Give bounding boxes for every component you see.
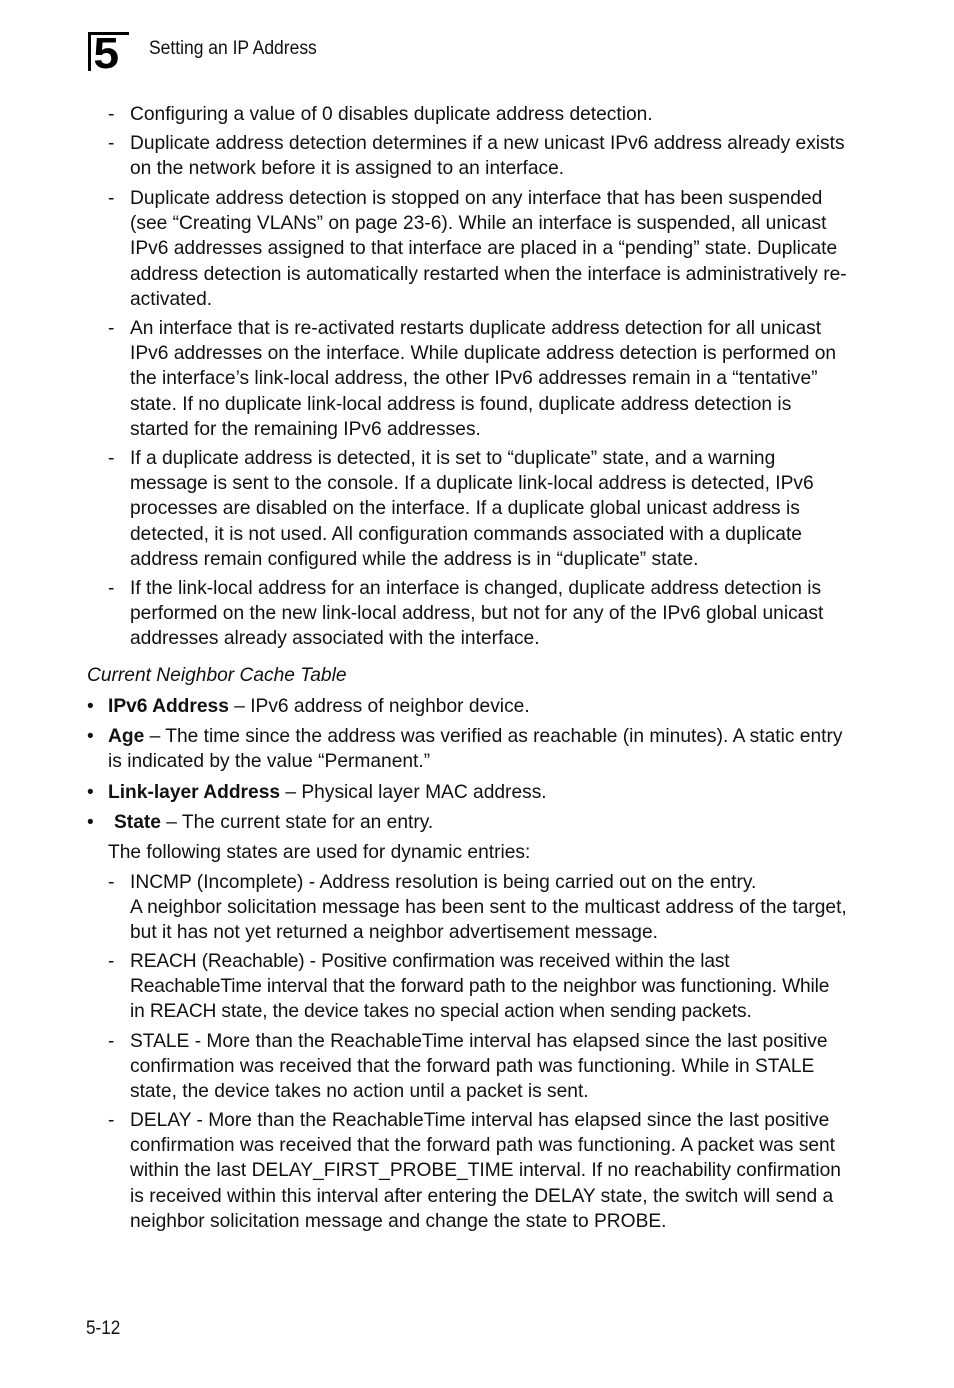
dash-marker: - [108,104,115,125]
field-item-age [87,724,847,774]
bullet-marker: • [87,726,94,747]
dash-marker: - [108,1031,115,1052]
states-intro: The following states are used for dynamic entries: [108,842,531,863]
dad-note-text: Configuring a value of 0 disables duplicate address detection. [130,104,653,125]
dad-note [108,131,848,181]
dash-marker: - [108,1110,115,1131]
field-desc: – The current state for an entry. [160,812,434,833]
field-term: Link-layer Address [108,782,281,803]
field-desc: – Physical layer MAC address. [280,782,547,803]
dad-note-text: Duplicate address detection is stopped on any interface that has been suspended (see “Creating VLANs” on page 23-6). While an interface is suspended, all unicast IPv6 addresses assigned to that interface are placed in a “pending” state. Duplicate address detection is automatically restarted when the interface is administratively re-activated. [130,188,847,310]
section-title: Current Neighbor Cache Table [87,665,347,686]
chapter-number: 5 [93,29,120,78]
state-text: INCMP (Incomplete) - Address resolution is being carried out on the entry. [130,872,757,893]
field-term: State [114,812,161,833]
field-desc: – IPv6 address of neighbor device. [228,696,530,717]
field-item-state [87,810,847,835]
state-item-stale [108,1029,848,1105]
dad-note [108,186,848,312]
bullet-marker: • [87,782,94,803]
dad-note [108,576,848,652]
field-item-ipv6-address [87,694,847,719]
state-text: DELAY - More than the ReachableTime interval has elapsed since the last positive confirmation was received that the forward path was functioning. A packet was sent within the last DELAY_FIRST_PROBE_TIME interval. If no reachability confirmation is received within this interval after entering the DELAY state, the switch will send a neighbor solicitation message and change the state to PROBE. [130,1110,841,1232]
state-item-reach [108,949,848,1025]
dad-note [108,316,848,442]
dad-note-text: Duplicate address detection determines if a new unicast IPv6 address already exists on the network before it is assigned to an interface. [130,133,845,180]
field-item-link-layer-address [87,780,847,805]
chapter-title: Setting an IP Address [149,38,317,59]
field-term: IPv6 Address [108,696,229,717]
state-text: STALE - More than the ReachableTime interval has elapsed since the last positive confirmation was received that the forward path was functioning. While in STALE state, the device takes no action until a packet is sent. [130,1031,828,1103]
dad-note-text: If a duplicate address is detected, it is set to “duplicate” state, and a warning message is sent to the console. If a duplicate link-local address is detected, IPv6 processes are disabled on the interface. If a duplicate global unicast address is detected, it is not used. All configuration commands associated with a duplicate address remain configured while the address is in “duplicate” state. [130,448,814,570]
state-item-incmp [108,870,848,946]
dad-note [108,102,848,127]
dash-marker: - [108,318,115,339]
dad-note-text: An interface that is re-activated restarts duplicate address detection for all unicast IPv6 addresses on the interface. While duplicate address detection is performed on the interface’s link-local address, the other IPv6 addresses remain in a “tentative” state. If no duplicate link-local address is found, duplicate address detection is started for the remaining IPv6 addresses. [130,318,837,440]
state-text-continued: A neighbor solicitation message has been sent to the multicast address of the target, but it has not yet returned a neighbor advertisement message. [130,897,847,944]
dash-marker: - [108,448,115,469]
chapter-number-box [88,29,129,78]
dash-marker: - [108,872,115,893]
dad-note [108,446,848,572]
bullet-marker: • [87,696,94,717]
field-term: Age [108,726,145,747]
field-desc: – The time since the address was verified as reachable (in minutes). A static entry is indicated by the value “Permanent.” [108,726,843,773]
dad-note-text: If the link-local address for an interface is changed, duplicate address detection is performed on the new link-local address, but not for any of the IPv6 global unicast addresses already associated with the interface. [130,578,824,650]
state-text: REACH (Reachable) - Positive confirmation was received within the last ReachableTime interval that the forward path to the neighbor was functioning. While in REACH state, the device takes no special action when sending packets. [130,951,830,1023]
bullet-marker: • [87,812,94,833]
dash-marker: - [108,951,115,972]
dash-marker: - [108,578,115,599]
state-item-delay [108,1108,848,1234]
dash-marker: - [108,188,115,209]
page-number: 5-12 [86,1318,121,1339]
dash-marker: - [108,133,115,154]
